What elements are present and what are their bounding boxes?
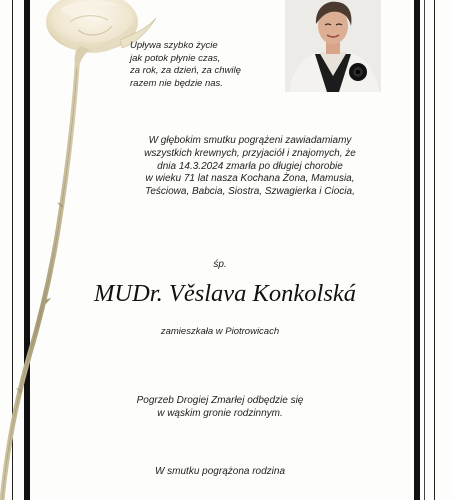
announcement-line: Teściowa, Babcia, Siostra, Szwagierka i Ciocia, bbox=[145, 186, 355, 198]
deceased-name: MUDr. Věslava Konkolská bbox=[94, 280, 356, 307]
funeral-info bbox=[100, 394, 340, 420]
quote-verse bbox=[130, 40, 270, 90]
deceased-residence: zamieszkała w Piotrowicach bbox=[160, 326, 280, 337]
quote-line: razem nie będzie nas. bbox=[130, 77, 223, 89]
announcement-line: w wieku 71 lat nasza Kochana Żona, Mamusia, bbox=[145, 173, 355, 185]
announcement-line: W głębokim smutku pogrążeni zawiadamiamy bbox=[148, 135, 352, 146]
family-signature: W smutku pogrążona rodzina bbox=[154, 466, 286, 477]
frame-line-right-outer bbox=[434, 0, 435, 500]
announcement-text bbox=[100, 135, 400, 199]
announcement-line: dnia 14.3.2024 zmarła po długiej chorobie bbox=[157, 160, 343, 172]
frame-line-right-inner bbox=[424, 0, 425, 500]
quote-line: jak potok płynie czas, bbox=[130, 52, 221, 64]
deceased-prefix: śp. bbox=[213, 259, 227, 270]
portrait-photo bbox=[285, 0, 381, 92]
funeral-line: Pogrzeb Drogiej Zmarłej odbędzie się bbox=[136, 395, 304, 406]
announcement-line: wszystkich krewnych, przyjaciół i znajomych, że bbox=[144, 147, 356, 159]
quote-line: Upływa szybko życie bbox=[130, 40, 218, 51]
quote-line: za rok, za dzień, za chwilę bbox=[130, 65, 241, 76]
funeral-line: w wąskim gronie rodzinnym. bbox=[157, 408, 283, 419]
frame-line-right bbox=[414, 0, 420, 500]
